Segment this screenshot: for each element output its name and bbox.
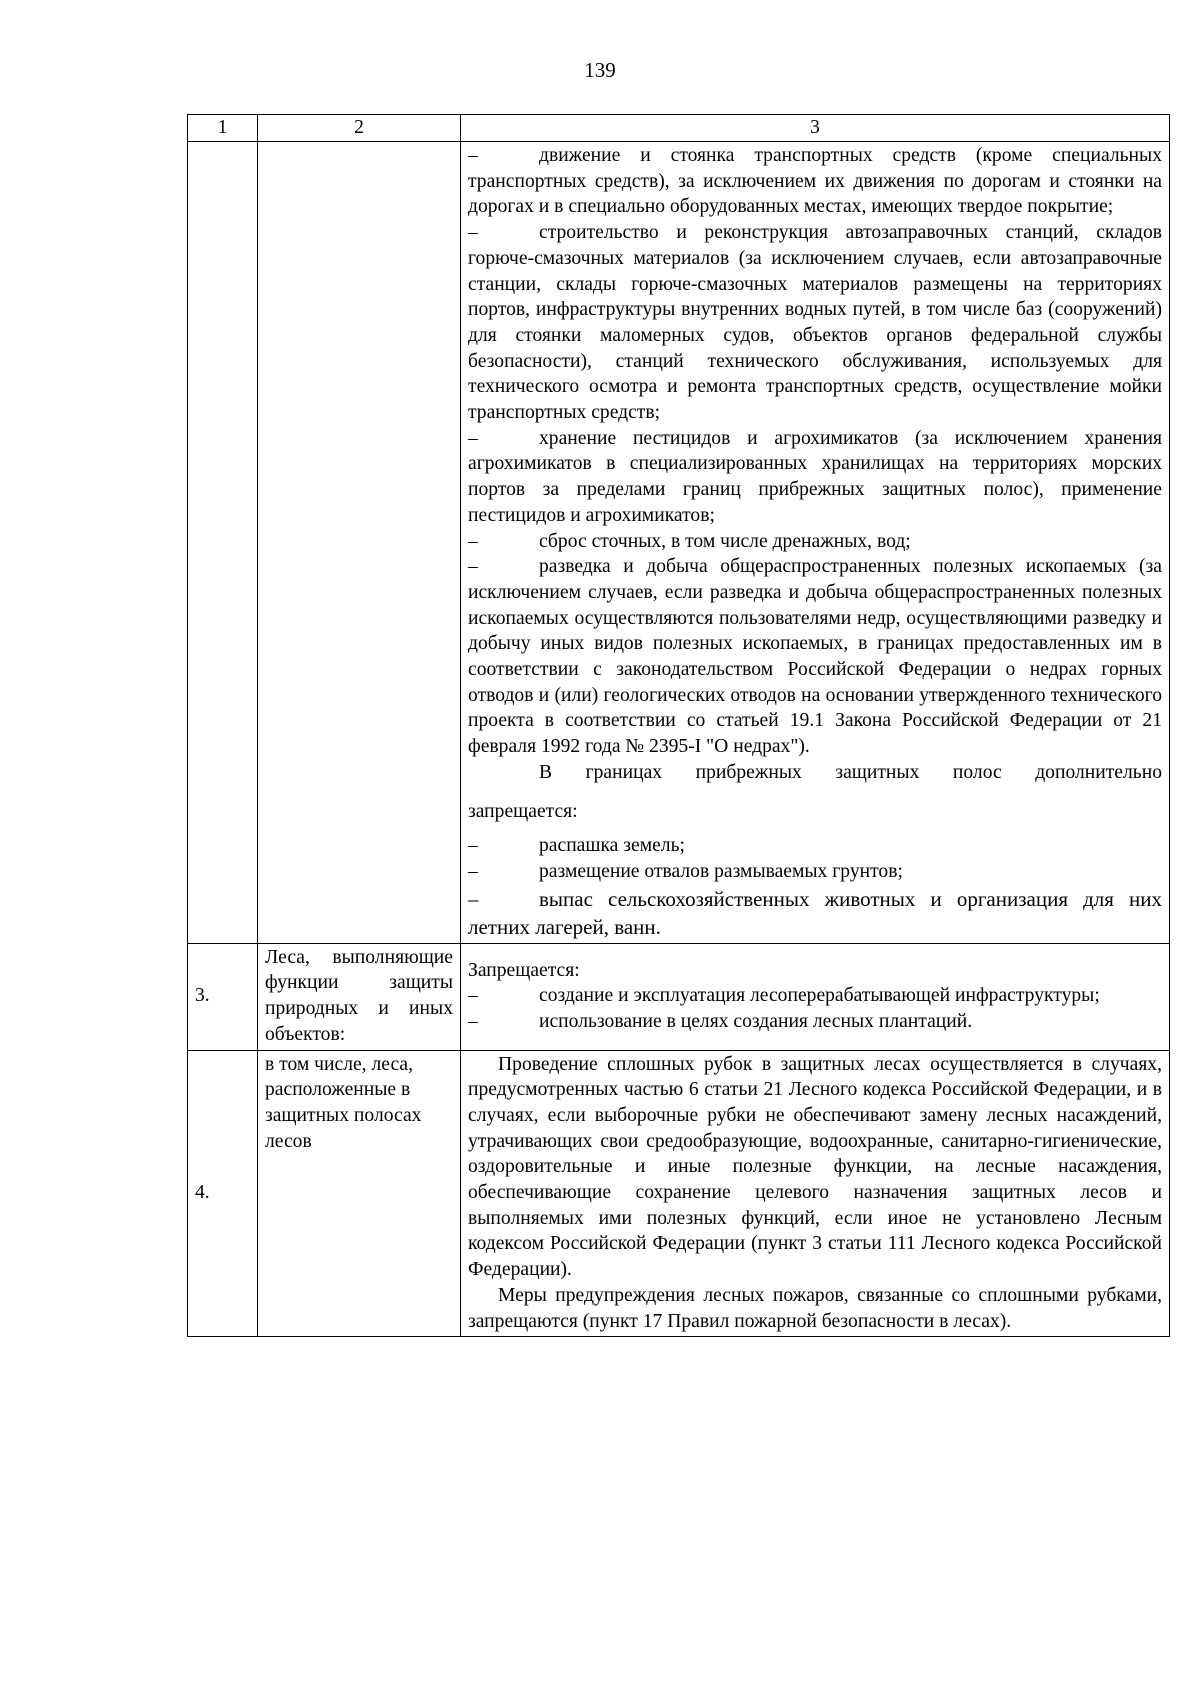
list-item (468, 554, 1162, 760)
list-item (468, 529, 1162, 555)
restrictions-cell (461, 1050, 1170, 1337)
list-item-text: использование в целях создания лесных плантаций. (539, 1010, 973, 1032)
dash-bullet: – (468, 860, 478, 882)
table-row (188, 142, 1170, 944)
list-item-text: выпас сельскохозяйственных животных и организация для них летних лагерей, ванн. (468, 886, 1162, 939)
paragraph-line: В границах прибрежных защитных полос дополнительно (539, 761, 1162, 783)
header-cell-3: 3 (461, 115, 1170, 142)
dash-bullet: – (468, 985, 478, 1007)
dash-bullet: – (468, 427, 478, 449)
list-item (468, 983, 1162, 1009)
dash-bullet: – (468, 530, 478, 552)
list-item (468, 220, 1162, 426)
list-item-text: хранение пестицидов и агрохимикатов (за исключением хранения агрохимикатов в специализированных хранилищах на территориях морских портов за пределами границ прибрежных защитных полос), применение пестицидов и агрохимикатов; (468, 427, 1162, 526)
list-item-text: разведка и добыча общераспространенных полезных ископаемых (за исключением случаев, если разведка и добыча общераспространенных полезных ископаемых осуществляются пользователями недр, осуществляющими разведку и добычу иных видов полезных ископаемых, в границах предоставленных им в соответствии с законодательством Российской Федерации о недрах горных отводов и (или) геологических отводов на основании утвержденного технического проекта в соответствии со статьей 19.1 Закона Российской Федерации от 21 февраля 1992 года № 2395-I "О недрах"). (468, 556, 1162, 758)
row-number-cell: 4. (188, 1050, 258, 1337)
intro-text: Запрещается: (468, 959, 580, 981)
dash-bullet: – (468, 1010, 478, 1032)
list-item-text: распашка земель; (539, 835, 685, 857)
list-item-text: сброс сточных, в том числе дренажных, вод; (539, 530, 911, 552)
dash-bullet: – (468, 145, 478, 166)
list-item-text: создание и эксплуатация лесоперерабатывающей инфраструктуры; (539, 985, 1100, 1007)
list-item (468, 143, 1162, 220)
paragraph: Меры предупреждения лесных пожаров, связанные со сплошными рубками, запрещаются (пункт 17 Правил пожарной безопасности в лесах). (468, 1284, 1162, 1332)
dash-bullet: – (468, 886, 479, 911)
row-number-cell: 3. (188, 943, 258, 1050)
regulations-table (187, 114, 1170, 1337)
dash-bullet: – (468, 222, 478, 244)
list-item-text: строительство и реконструкция автозаправочных станций, складов горюче-смазочных материалов (за исключением случаев, если автозаправочные станции, склады горюче-смазочных материалов размещены на территориях портов, инфраструктуры внутренних водных путей, в том числе баз (сооружений) для стоянки маломерных судов, объектов органов федеральной службы безопасности), станций технического обслуживания, используемых для технического осмотра и ремонта транспортных средств, осуществление мойки транспортных средств; (468, 222, 1162, 424)
object-cell (258, 142, 461, 944)
list-item (468, 1009, 1162, 1035)
object-cell: в том числе, леса, расположенные в защитных полосах лесов (258, 1050, 461, 1337)
paragraph: Проведение сплошных рубок в защитных лесах осуществляется в случаях, предусмотренных частью 6 статьи 21 Лесного кодекса Российской Федерации, и в случаях, если выборочные рубки не обеспечивают замену лесных насаждений, утрачивающих свои средообразующие, водоохранные, санитарно-гигиенические, оздоровительные и иные полезные функции, на лесные насаждения, обеспечивающие сохранение целевого назначения защитных лесов и выполняемых ими полезных функций, если иное не установлено Лесным кодексом Российской Федерации (пункт 3 статьи 111 Лесного кодекса Российской Федерации). (468, 1053, 1162, 1281)
restrictions-cell (461, 943, 1170, 1050)
list-item (468, 859, 1162, 885)
dash-bullet: – (468, 556, 478, 578)
list-item (468, 426, 1162, 529)
restrictions-cell (461, 142, 1170, 944)
list-item-text: размещение отвалов размываемых грунтов; (539, 860, 903, 882)
header-cell-2: 2 (258, 115, 461, 142)
list-item-text: движение и стоянка транспортных средств (кроме специальных транспортных средств), за исключением их движения по дорогам и стоянки на дорогах и в специально оборудованных местах, имеющих твердое покрытие; (468, 145, 1162, 218)
paragraph-line: запрещается: (468, 800, 578, 822)
object-cell: Леса, выполняющие функции защиты природных и иных объектов: (258, 943, 461, 1050)
table-row (188, 943, 1170, 1050)
table-header-row (188, 115, 1170, 142)
list-item (468, 833, 1162, 859)
table-row (188, 1050, 1170, 1337)
header-cell-1: 1 (188, 115, 258, 142)
row-number-cell (188, 142, 258, 944)
page-number: 139 (584, 58, 616, 82)
list-item (468, 885, 1162, 941)
dash-bullet: – (468, 835, 478, 857)
